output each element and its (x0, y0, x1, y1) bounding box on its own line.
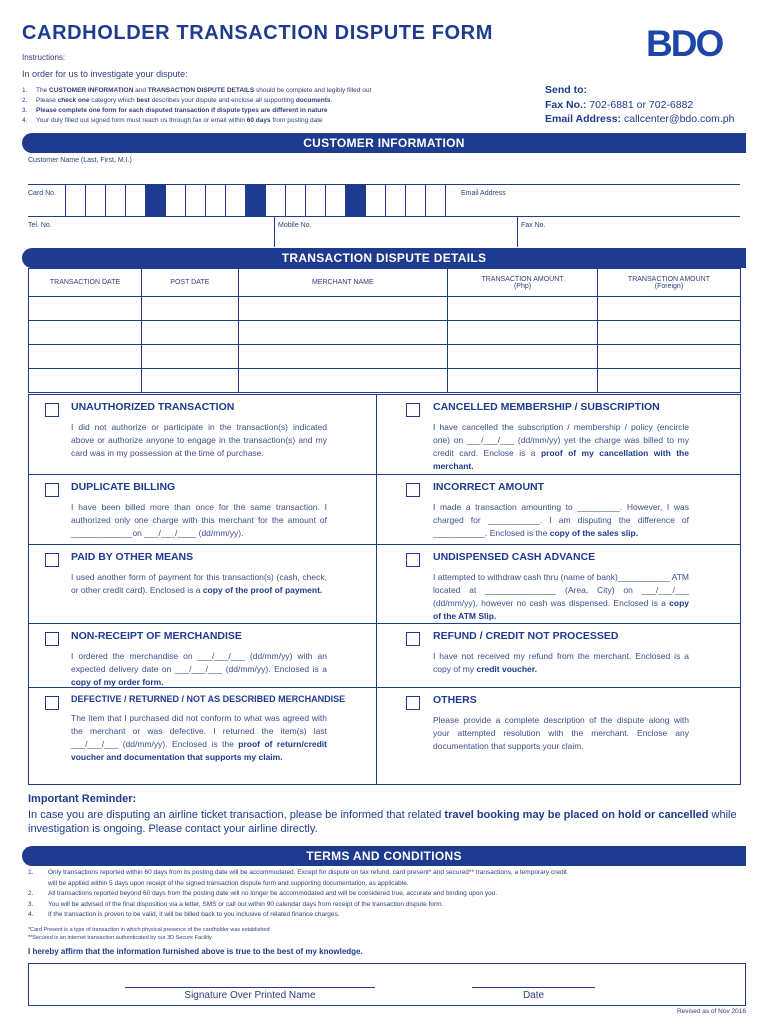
card-digit-cell[interactable] (325, 185, 345, 216)
card-digit-cell[interactable] (105, 185, 125, 216)
category-description-text: Please provide a complete description of the dispute along with your attempted resolution with the merchant. Enclose any documentation that supports your claim. (433, 715, 689, 751)
terms-number: 3. (28, 900, 34, 908)
footnote-secured: **Secured is an internet transaction authenticated by our 3D Secure Facility (28, 935, 212, 941)
customer-name-label: Customer Name (Last, First, M.I.) (28, 157, 132, 164)
card-digit-cell[interactable] (65, 185, 85, 216)
instructions-list (22, 86, 492, 126)
fax-no-label: Fax No. (521, 222, 546, 229)
table-cell-input[interactable] (29, 345, 142, 369)
instruction-item (22, 106, 492, 116)
category-description-text: The item that I purchased did not conform to what was agreed with the merchant or was defective. I returned the item(s) last ___/___/___ (dd/mm/yy). Enclosed is the (71, 713, 327, 749)
card-digit-cell[interactable] (285, 185, 305, 216)
instruction-text: . (330, 97, 333, 104)
card-digit-cell[interactable] (225, 185, 245, 216)
category-description (433, 571, 689, 623)
category-checkbox[interactable] (406, 696, 420, 710)
category-description-bold: copy of the proof of payment. (202, 585, 323, 595)
fax-label: Fax No.: (545, 99, 587, 111)
email-label: Email Address: (545, 113, 622, 125)
table-cell-input[interactable] (238, 297, 448, 321)
instructions-label: Instructions: (22, 53, 66, 62)
instruction-item (22, 96, 492, 106)
instruction-text: Please complete one form for each disputed transaction if dispute types are different in nature (36, 107, 328, 114)
category-description-bold: credit voucher. (476, 664, 537, 674)
email-address-label: Email Address (461, 190, 506, 197)
category-description-text: I have been billed more than once for the same transaction. I authorized only one charge with this merchant for the amount of _____________on ___/___/____ (dd/mm/yy). (71, 502, 327, 538)
email-value: callcenter@bdo.com.ph (623, 113, 735, 125)
column-header-label: TRANSACTION AMOUNT (627, 275, 710, 283)
terms-item (28, 900, 742, 911)
dispute-category (29, 544, 376, 623)
column-header-label: POST DATE (170, 279, 210, 286)
reminder-text (28, 808, 746, 836)
category-title: INCORRECT AMOUNT (433, 481, 545, 493)
mobile-no-field[interactable] (278, 230, 514, 245)
table-cell-input[interactable] (238, 369, 448, 393)
card-number-field[interactable] (65, 185, 455, 216)
table-cell-input[interactable] (142, 297, 239, 321)
card-digit-cell[interactable] (205, 185, 225, 216)
category-description (71, 712, 327, 764)
card-digit-cell[interactable] (125, 185, 145, 216)
category-checkbox[interactable] (406, 553, 420, 567)
reminder-text-bold: travel booking may be placed on hold or cancelled (444, 809, 709, 821)
card-separator-block (345, 185, 365, 216)
category-description-text: I ordered the merchandise on ___/___/___ (dd/mm/yy) with an expected delivery date on ___/___/___ (dd/mm/yy). Enclosed is a (71, 651, 327, 674)
dispute-details-header: TRANSACTION DISPUTE DETAILS (22, 248, 746, 268)
instruction-text: documents (295, 97, 331, 104)
table-cell-input[interactable] (597, 321, 740, 345)
terms-text: Only transactions reported within 60 days from its posting date will be accommodated. Except for dispute on tax refund, card present* and secured** transactions, a temporary credit (48, 869, 567, 876)
tel-no-field[interactable] (28, 230, 272, 245)
table-cell-input[interactable] (142, 345, 239, 369)
terms-text: If the transaction is proven to be valid, it will be billed back to you inclusive of related finance charges. (48, 911, 340, 918)
instruction-number: 1. (22, 87, 28, 94)
card-digit-cell[interactable] (305, 185, 325, 216)
category-title: UNDISPENSED CASH ADVANCE (433, 551, 596, 563)
fax-line (545, 99, 693, 111)
instruction-number: 3. (22, 107, 28, 114)
table-cell-input[interactable] (448, 297, 598, 321)
terms-header: TERMS AND CONDITIONS (22, 846, 746, 866)
dispute-category (376, 395, 740, 474)
category-checkbox[interactable] (45, 553, 59, 567)
column-header-sub: (Php) (513, 282, 532, 290)
date-line (472, 987, 595, 988)
category-checkbox[interactable] (406, 483, 420, 497)
category-title: PAID BY OTHER MEANS (71, 551, 194, 563)
instruction-item (22, 116, 492, 126)
bdo-logo: BDO (646, 23, 723, 64)
dispute-category (376, 544, 740, 623)
category-title: CANCELLED MEMBERSHIP / SUBSCRIPTION (433, 401, 660, 413)
table-cell-input[interactable] (29, 297, 142, 321)
instruction-text: and (133, 87, 148, 94)
category-checkbox[interactable] (45, 696, 59, 710)
category-description (71, 650, 327, 689)
instruction-number: 4. (22, 117, 28, 124)
table-row (29, 297, 741, 321)
category-checkbox[interactable] (406, 632, 420, 646)
instruction-text: check one (57, 97, 90, 104)
category-description-text: I attempted to withdraw cash thru (name of bank)___________ ATM located at _______________ (Area, City) on ___/___/___ (dd/mm/yy), however no cash was dispensed. Enclosed is a (433, 572, 689, 608)
category-description-bold: proof of return/credit voucher and documentation that supports my claim. (71, 739, 327, 762)
instruction-item (22, 86, 492, 96)
transaction-table (28, 268, 741, 393)
send-to-label: Send to: (545, 84, 587, 96)
card-separator-block (245, 185, 265, 216)
table-cell-input[interactable] (597, 297, 740, 321)
instruction-text: best (136, 97, 150, 104)
category-title: DUPLICATE BILLING (71, 481, 176, 493)
category-description (433, 650, 689, 676)
instruction-number: 2. (22, 97, 28, 104)
divider (274, 216, 275, 247)
fax-no-field[interactable] (521, 230, 739, 245)
category-checkbox[interactable] (406, 403, 420, 417)
category-description-bold: copy of my order form. (71, 677, 164, 687)
category-description-bold: copy of the ATM Slip. (433, 598, 689, 621)
table-row (29, 321, 741, 345)
instruction-text: The (36, 87, 50, 94)
footnote-card-present: *Card Present is a type of transaction in which physical presence of the cardholder was established (28, 927, 270, 933)
instruction-text: TRANSACTION DISPUTE DETAILS (147, 87, 255, 94)
terms-number: 1. (28, 869, 34, 876)
dispute-category (376, 474, 740, 544)
customer-name-field[interactable] (28, 168, 740, 184)
table-cell-input[interactable] (29, 321, 142, 345)
dispute-category (376, 623, 740, 687)
column-header-label: MERCHANT NAME (311, 279, 374, 286)
table-cell-input[interactable] (29, 369, 142, 393)
category-description-bold: proof of my cancellation with the merchant. (433, 448, 689, 471)
mobile-no-label: Mobile No. (278, 222, 312, 229)
category-checkbox[interactable] (45, 403, 59, 417)
card-digit-cell[interactable] (405, 185, 425, 216)
column-header (448, 269, 598, 297)
reminder-text-a: In case you are disputing an airline ticket transaction, please be informed that related (28, 809, 445, 821)
category-description (71, 571, 327, 597)
category-title: UNAUTHORIZED TRANSACTION (71, 401, 235, 413)
table-cell-input[interactable] (597, 369, 740, 393)
signature-box (28, 963, 746, 1006)
terms-list (28, 868, 742, 921)
fax-value: 702-6881 or 702-6882 (589, 99, 694, 111)
instruction-text: describes your dispute and enclose all supporting (149, 97, 296, 104)
instructions-intro: In order for us to investigate your dispute: (22, 69, 188, 79)
instruction-text: should be complete and legibly filled out (254, 87, 372, 94)
revision-note: Revised as of Nov 2016 (676, 1008, 746, 1015)
tel-no-label: Tel. No. (28, 222, 52, 229)
category-description-text: I used another form of payment for this transaction(s) (cash, check, or other credit card). Enclosed is a (71, 572, 327, 595)
category-description-text: I made a transaction amounting to _________. However, I was charged for ___________. I am disputing the difference of ___________. Enclosed is the (433, 502, 689, 538)
card-digit-cell[interactable] (365, 185, 385, 216)
divider (517, 216, 518, 247)
category-title: OTHERS (433, 694, 477, 706)
signature-label: Signature Over Printed Name (184, 990, 316, 1001)
category-title: DEFECTIVE / RETURNED / NOT AS DESCRIBED MERCHANDISE (71, 694, 346, 704)
card-digit-cell[interactable] (185, 185, 205, 216)
category-description (433, 714, 689, 753)
table-row (29, 345, 741, 369)
email-line (545, 113, 734, 125)
category-description-text: I have cancelled the subscription / membership / policy (encircle one) on ___/___/___ (dd/mm/yy) yet the charge was billed to my credit card. Enclose is a (433, 422, 689, 458)
card-separator-block (145, 185, 165, 216)
card-digit-cell[interactable] (385, 185, 405, 216)
card-no-label: Card No. (28, 190, 57, 197)
column-header (597, 269, 740, 297)
terms-text: All transactions reported beyond 60 days from the posting date will no longer be accommodated and will be considered true, accurate and binding upon you. (48, 890, 498, 897)
date-label: Date (522, 990, 545, 1001)
column-header-label: TRANSACTION DATE (49, 279, 121, 286)
table-cell-input[interactable] (142, 321, 239, 345)
divider (28, 216, 740, 217)
dispute-category (29, 474, 376, 544)
reminder-label: Important Reminder: (28, 793, 137, 805)
instruction-text: from posting date (270, 117, 323, 124)
form-title: CARDHOLDER TRANSACTION DISPUTE FORM (22, 22, 493, 44)
table-cell-input[interactable] (448, 321, 598, 345)
terms-number: 2. (28, 890, 34, 897)
column-header-label: TRANSACTION AMOUNT (481, 275, 564, 283)
email-address-field[interactable] (458, 198, 738, 214)
signature-field[interactable] (125, 972, 375, 987)
table-row (29, 369, 741, 393)
table-cell-input[interactable] (238, 321, 448, 345)
instruction-text: category which (89, 97, 137, 104)
card-digit-cell[interactable] (165, 185, 185, 216)
category-checkbox[interactable] (45, 483, 59, 497)
terms-item (28, 879, 742, 890)
terms-item (28, 868, 742, 879)
dispute-category (29, 623, 376, 687)
column-header-sub: (Foreign) (654, 282, 684, 290)
column-header (238, 269, 448, 297)
category-title: NON-RECEIPT OF MERCHANDISE (71, 630, 242, 642)
category-description-text: I have not received my refund from the merchant. Enclosed is a copy of my (433, 651, 689, 674)
category-grid (28, 394, 741, 785)
column-header (29, 269, 142, 297)
instruction-text: Please (36, 97, 58, 104)
category-description-bold: copy of the sales slip. (549, 528, 639, 538)
dispute-category (29, 687, 376, 784)
terms-text: You will be advised of the final disposition via a letter, SMS or call out within 90 calendar days from receipt of the transaction dispute form. (48, 900, 444, 908)
date-field[interactable] (472, 972, 595, 987)
dispute-category (29, 395, 376, 474)
table-cell-input[interactable] (238, 345, 448, 369)
category-description (433, 421, 689, 473)
table-cell-input[interactable] (142, 369, 239, 393)
card-digit-cell[interactable] (425, 185, 445, 216)
terms-item (28, 889, 742, 900)
dispute-category (376, 687, 740, 784)
category-checkbox[interactable] (45, 632, 59, 646)
terms-number: 4. (28, 911, 34, 918)
card-digit-cell[interactable] (85, 185, 105, 216)
column-header (142, 269, 239, 297)
terms-item (28, 910, 742, 921)
terms-text: will be applied within 5 days upon receipt of the signed transaction dispute form and supporting documentation, as applicable. (48, 879, 409, 887)
instruction-text: 60 days (246, 117, 271, 124)
table-cell-input[interactable] (448, 369, 598, 393)
signature-line (125, 987, 375, 988)
category-description-text: I did not authorize or participate in the transaction(s) indicated above or authorize anyone to engage in the transaction(s) and my card was in my possession at the time of purchase. (71, 422, 327, 458)
instruction-text: Your duly filled out signed form must reach us through fax or email within (36, 117, 247, 124)
affirmation-text: I hereby affirm that the information furnished above is true to the best of my knowledge. (28, 947, 363, 956)
category-description (71, 421, 327, 460)
instruction-text: CUSTOMER INFORMATION (49, 87, 134, 94)
reminder-text-b: while investigation is ongoing. Please contact your airline directly. (28, 809, 737, 835)
table-cell-input[interactable] (597, 345, 740, 369)
category-description (71, 501, 327, 540)
card-digit-cell[interactable] (265, 185, 285, 216)
table-cell-input[interactable] (448, 345, 598, 369)
customer-info-header: CUSTOMER INFORMATION (22, 133, 746, 153)
category-title: REFUND / CREDIT NOT PROCESSED (433, 630, 619, 642)
category-description (433, 501, 689, 540)
